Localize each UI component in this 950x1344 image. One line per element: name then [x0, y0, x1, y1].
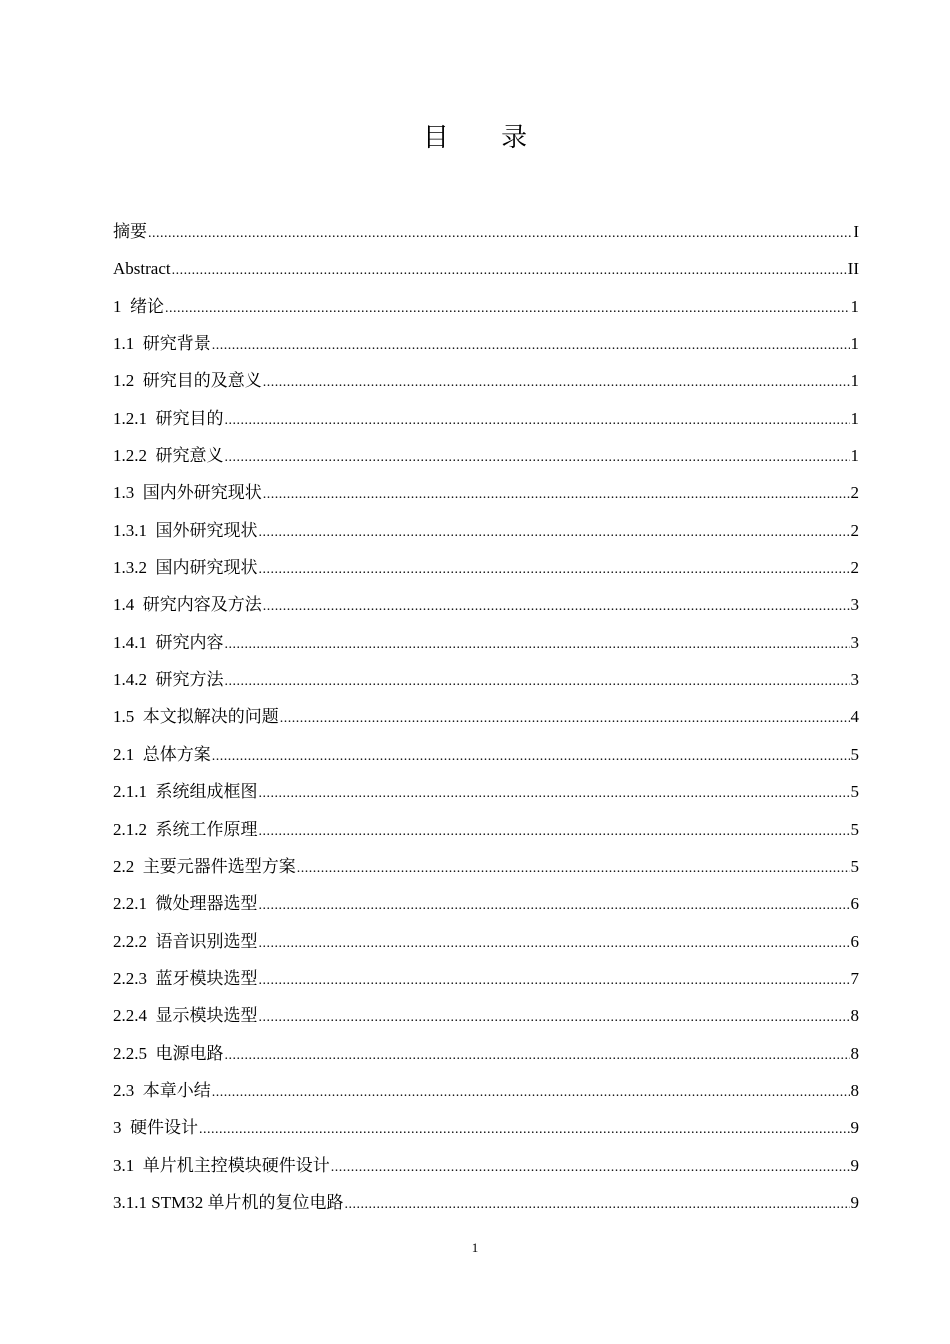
toc-dot-leader [259, 551, 850, 588]
toc-entry-label: 3.1 单片机主控模块硬件设计 [113, 1155, 330, 1175]
toc-entry-page: 2 [850, 520, 859, 540]
toc-entry-page: 7 [850, 968, 859, 988]
toc-entry-page: 1 [850, 334, 859, 354]
toc-dot-leader [259, 999, 850, 1036]
toc-entry-label: 1.4.1 研究内容 [113, 632, 224, 652]
toc-entry-page: 5 [850, 744, 859, 764]
toc-entry-label: 1.2.1 研究目的 [113, 408, 224, 428]
toc-entry[interactable] [113, 1184, 859, 1221]
toc-entry-label: 1.5 本文拟解决的问题 [113, 707, 279, 727]
toc-entry-page: 9 [850, 1118, 859, 1138]
toc-entry-page: 6 [850, 931, 859, 951]
toc-entry[interactable] [113, 624, 859, 661]
toc-entry-label: 2.3 本章小结 [113, 1080, 211, 1100]
toc-entry-label: 1.4 研究内容及方法 [113, 595, 262, 615]
page-title: 目 录 [422, 123, 550, 153]
toc-entry[interactable] [113, 362, 859, 399]
toc-entry-page: 3 [850, 595, 859, 615]
toc-entry[interactable] [113, 474, 859, 511]
toc-dot-leader [212, 738, 850, 775]
toc-dot-leader [225, 402, 850, 439]
toc-entry-page: 3 [850, 670, 859, 690]
toc-entry[interactable] [113, 288, 859, 325]
toc-entry-label: 1.2 研究目的及意义 [113, 371, 262, 391]
toc-entry[interactable] [113, 960, 859, 997]
toc-dot-leader [172, 252, 847, 289]
toc-entry-label: 2.1 总体方案 [113, 744, 211, 764]
toc-entry[interactable] [113, 698, 859, 735]
table-of-contents [113, 213, 859, 1221]
toc-entry[interactable] [113, 811, 859, 848]
toc-dot-leader [259, 775, 850, 812]
toc-entry-label: 摘要 [113, 222, 147, 241]
toc-dot-leader [297, 850, 850, 887]
toc-dot-leader [225, 439, 850, 476]
toc-dot-leader [212, 327, 850, 364]
toc-entry-label: 2.2.5 电源电路 [113, 1043, 224, 1063]
toc-entry[interactable] [113, 1035, 859, 1072]
toc-entry-label: 2.1.2 系统工作原理 [113, 819, 258, 839]
toc-dot-leader [199, 1111, 850, 1148]
toc-entry-label: 1.3.1 国外研究现状 [113, 520, 258, 540]
toc-entry-label: 1.1 研究背景 [113, 334, 211, 354]
toc-entry[interactable] [113, 586, 859, 623]
toc-dot-leader [212, 1074, 850, 1111]
toc-entry-page: 5 [850, 856, 859, 876]
toc-entry[interactable] [113, 661, 859, 698]
toc-entry-label: 1.4.2 研究方法 [113, 670, 224, 690]
toc-entry[interactable] [113, 885, 859, 922]
toc-entry-page: 1 [850, 408, 859, 428]
page-number: 1 [471, 1240, 479, 1255]
toc-entry[interactable] [113, 437, 859, 474]
toc-entry[interactable] [113, 848, 859, 885]
toc-dot-leader [263, 588, 850, 625]
toc-entry-page: 8 [850, 1043, 859, 1063]
toc-entry[interactable] [113, 400, 859, 437]
toc-entry-page: I [853, 222, 859, 241]
toc-entry[interactable] [113, 773, 859, 810]
toc-dot-leader [225, 1037, 850, 1074]
toc-entry-page: 8 [850, 1006, 859, 1026]
toc-entry-page: 5 [850, 819, 859, 839]
toc-entry-page: 4 [850, 707, 859, 727]
toc-entry-page: 8 [850, 1080, 859, 1100]
toc-entry-page: 2 [850, 483, 859, 503]
toc-entry-label: 2.2.1 微处理器选型 [113, 894, 258, 914]
toc-dot-leader [225, 626, 850, 663]
toc-entry-page: 1 [850, 371, 859, 391]
toc-entry-page: II [847, 259, 859, 279]
toc-dot-leader [344, 1186, 849, 1223]
toc-entry-label: 1 绪论 [113, 296, 164, 316]
toc-dot-leader [259, 887, 850, 924]
toc-entry-page: 1 [850, 446, 859, 466]
toc-entry[interactable] [113, 1109, 859, 1146]
toc-entry[interactable] [113, 1147, 859, 1184]
toc-entry-label: 3.1.1 STM32 单片机的复位电路 [113, 1192, 344, 1212]
toc-dot-leader [259, 514, 850, 551]
toc-entry[interactable] [113, 250, 859, 287]
toc-entry[interactable] [113, 997, 859, 1034]
toc-dot-leader [263, 476, 850, 513]
toc-dot-leader [165, 290, 850, 327]
toc-entry[interactable] [113, 736, 859, 773]
toc-entry-label: 1.2.2 研究意义 [113, 446, 224, 466]
toc-entry[interactable] [113, 325, 859, 362]
toc-entry[interactable] [113, 923, 859, 960]
toc-dot-leader [259, 813, 850, 850]
toc-entry-label: 2.1.1 系统组成框图 [113, 782, 258, 802]
toc-entry[interactable] [113, 549, 859, 586]
toc-entry-label: 2.2.3 蓝牙模块选型 [113, 968, 258, 988]
toc-dot-leader [263, 364, 850, 401]
toc-dot-leader [225, 663, 850, 700]
toc-entry[interactable] [113, 1072, 859, 1109]
toc-dot-leader [331, 1149, 850, 1186]
toc-dot-leader [280, 700, 850, 737]
toc-dot-leader [259, 925, 850, 962]
toc-entry-page: 2 [850, 558, 859, 578]
toc-entry-page: 5 [850, 782, 859, 802]
toc-dot-leader [148, 215, 852, 252]
toc-entry-label: Abstract [113, 259, 171, 279]
toc-entry[interactable] [113, 213, 859, 250]
toc-entry-page: 6 [850, 894, 859, 914]
toc-entry[interactable] [113, 512, 859, 549]
toc-entry-page: 9 [850, 1192, 859, 1212]
toc-entry-label: 3 硬件设计 [113, 1118, 198, 1138]
toc-entry-label: 2.2 主要元器件选型方案 [113, 856, 296, 876]
toc-entry-label: 2.2.2 语音识别选型 [113, 931, 258, 951]
toc-entry-label: 1.3 国内外研究现状 [113, 483, 262, 503]
toc-entry-page: 9 [850, 1155, 859, 1175]
toc-entry-label: 2.2.4 显示模块选型 [113, 1006, 258, 1026]
toc-dot-leader [259, 962, 850, 999]
toc-entry-page: 3 [850, 632, 859, 652]
toc-entry-page: 1 [850, 296, 859, 316]
toc-entry-label: 1.3.2 国内研究现状 [113, 558, 258, 578]
